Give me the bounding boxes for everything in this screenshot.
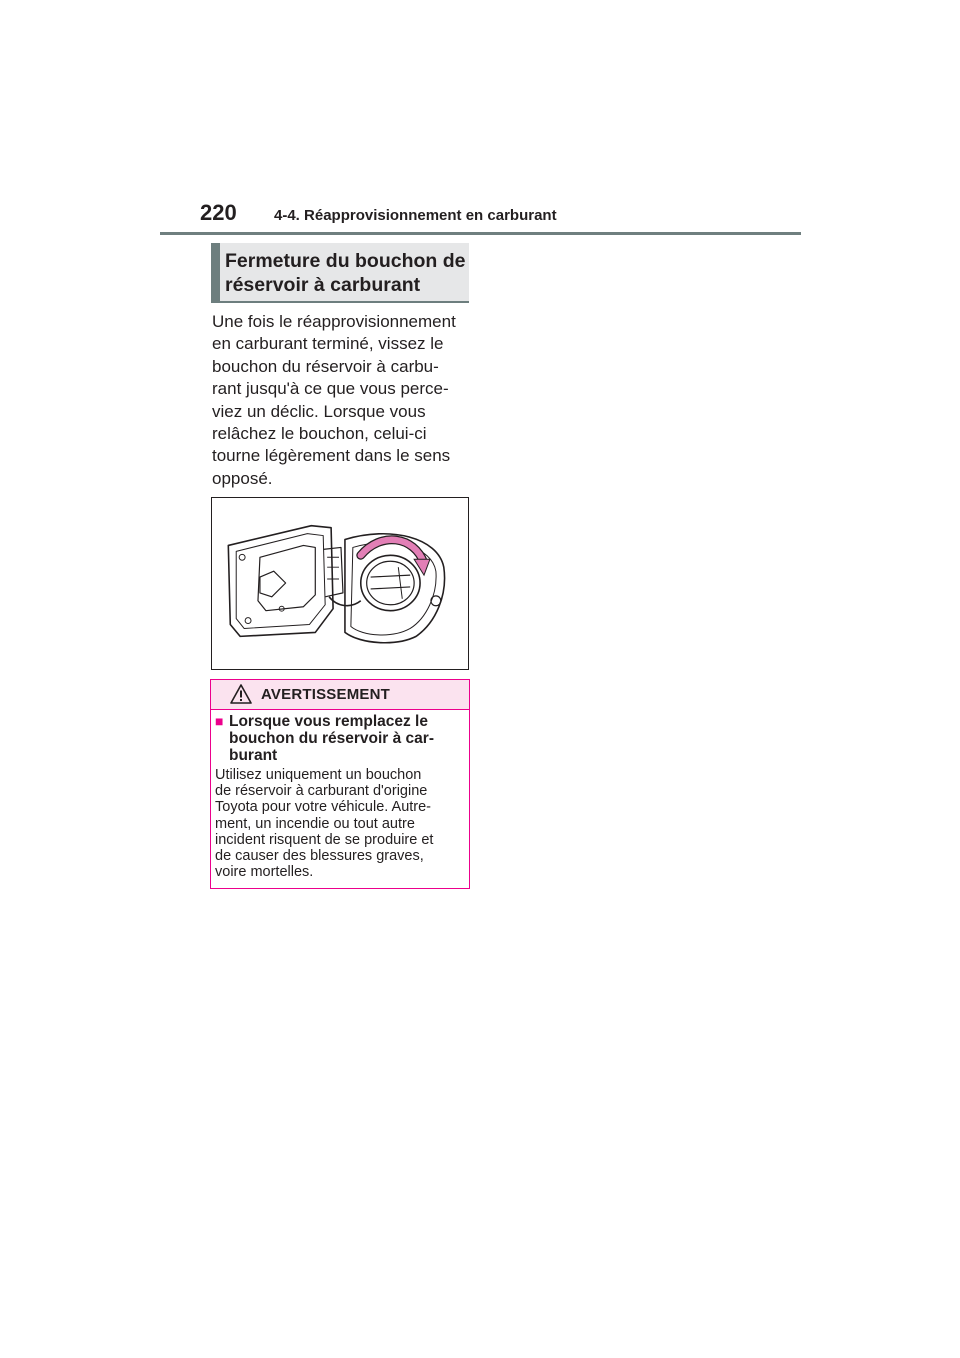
page-number: 220 (200, 200, 237, 225)
rotation-arrowhead (414, 559, 430, 575)
running-header: 4-4. Réapprovisionnement en carburant (274, 207, 557, 224)
warning-subheading-text: Lorsque vous remplacez le bouchon du réservoir à car- burant (229, 713, 434, 764)
warning-header (211, 680, 469, 710)
warning-box (210, 679, 470, 889)
warning-bullet-icon: ■ (215, 713, 224, 729)
warning-body: Utilisez uniquement un bouchon de réservoir à carburant d'origine Toyota pour votre véhicule. Autre- ment, un incendie ou tout autre incident risquent de se produire et de causer des blessures graves, voire mortelles. (215, 767, 434, 881)
warning-title: AVERTISSEMENT (261, 686, 391, 703)
body-paragraph: Une fois le réapprovisionnement en carburant terminé, vissez le bouchon du réservoir à carbu- rant jusqu'à ce que vous perce- viez un déclic. Lorsque vous relâchez le bouchon, celui-ci tourne légèrement dans le sens opposé. (212, 312, 456, 488)
header-rule (160, 232, 801, 235)
warning-triangle-icon (230, 684, 252, 704)
section-heading (211, 243, 469, 303)
section-heading-text: Fermeture du bouchon de réservoir à carburant (225, 250, 466, 296)
fuel-door-drawing (212, 498, 468, 669)
fuel-door-outline (228, 526, 333, 637)
fuel-cap-outline (361, 555, 420, 610)
warning-subheading (215, 713, 465, 764)
fuel-cap-illustration (211, 497, 469, 670)
